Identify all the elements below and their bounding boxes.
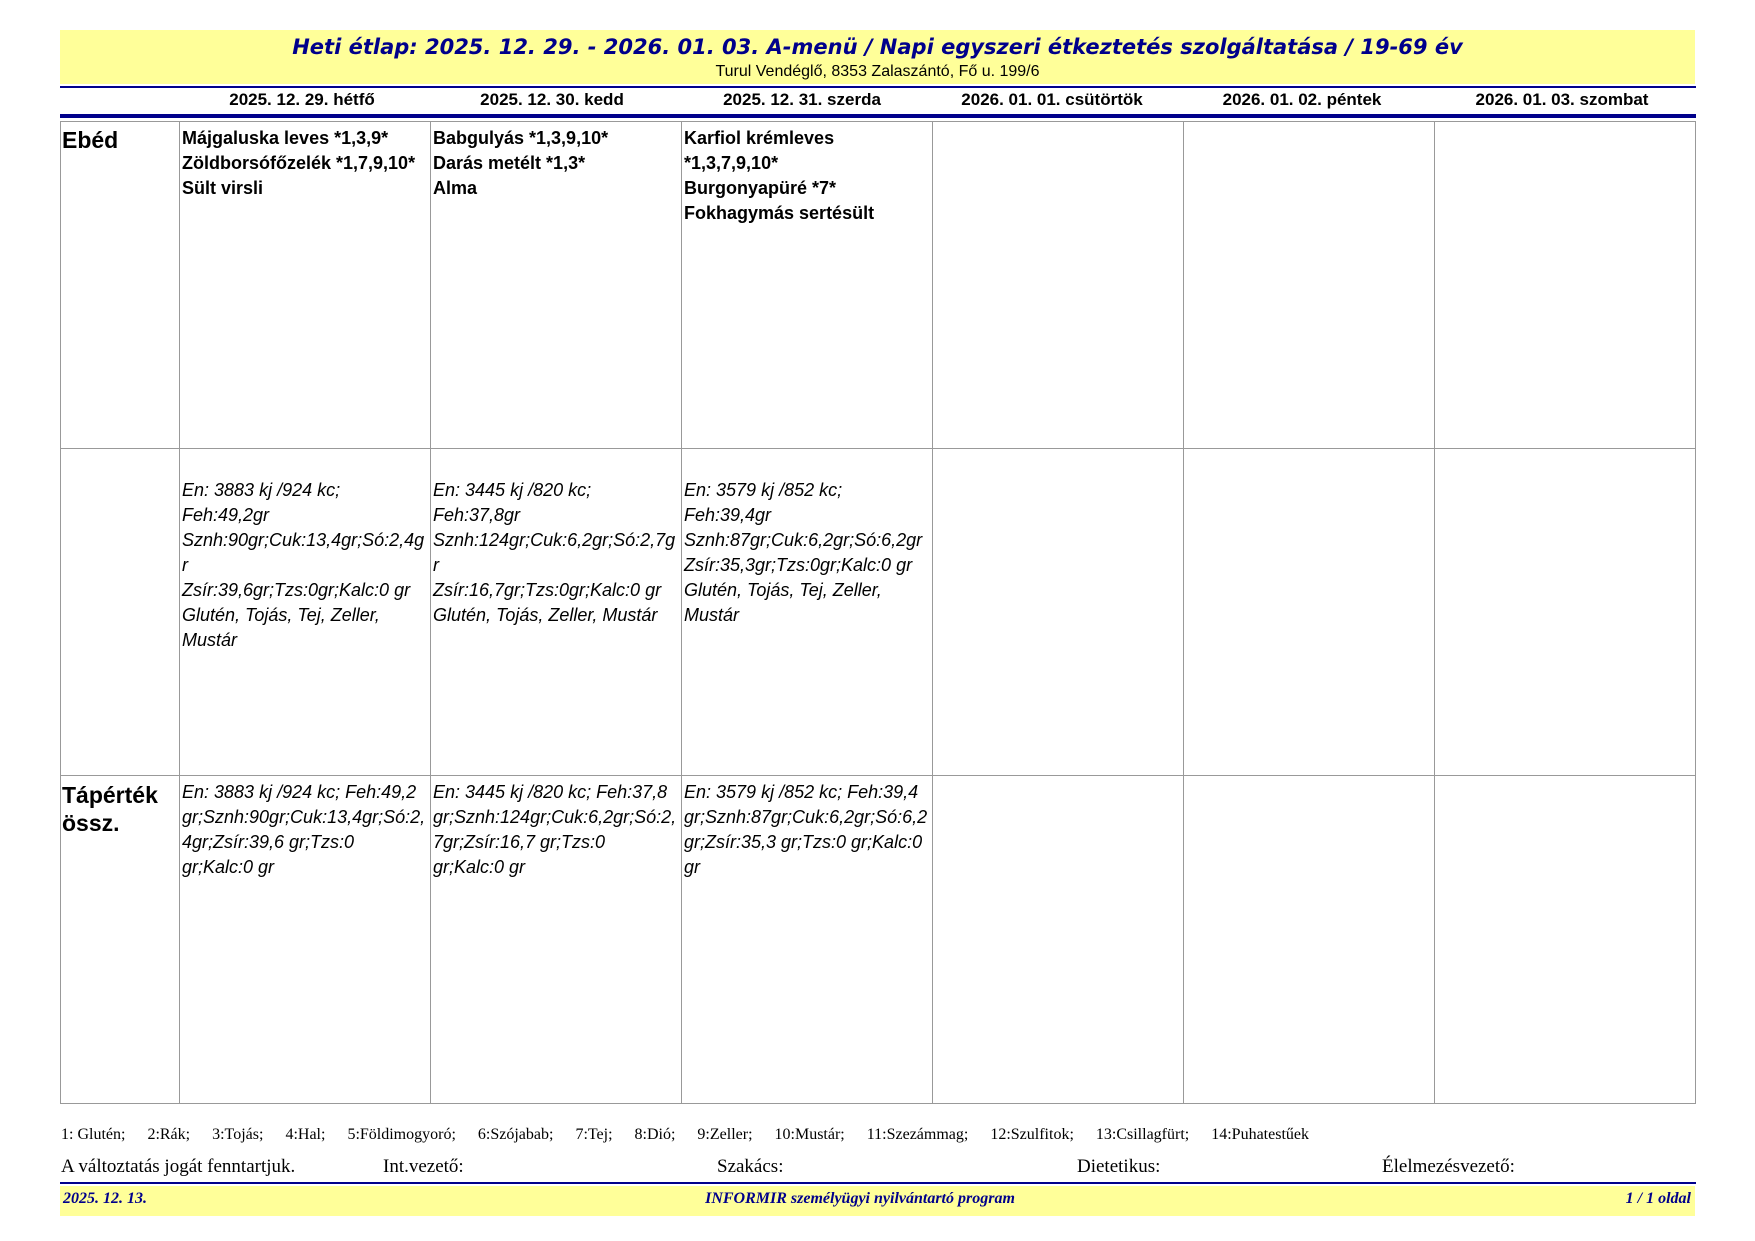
dish-2: Burgonyapüré *7* bbox=[684, 178, 837, 198]
signature-elelmezesvezeto: Élelmezésvezető: bbox=[1382, 1156, 1515, 1177]
footer-program: INFORMIR személyügyi nyilvántartó program bbox=[705, 1190, 1015, 1207]
dish-1: Babgulyás *1,3,9,10* bbox=[433, 128, 609, 148]
lunch-dishes-day-1 bbox=[182, 126, 428, 201]
allergen-13: 13:Csillagfürt; bbox=[1095, 1126, 1190, 1143]
dish-1: Karfiol krémleves *1,3,7,9,10* bbox=[684, 128, 835, 173]
allergen-10: 10:Mustár; bbox=[774, 1126, 845, 1143]
day-header-2: 2025. 12. 30. kedd bbox=[480, 90, 624, 109]
dish-3: Alma bbox=[433, 178, 478, 198]
lunch-dishes-day-3 bbox=[684, 126, 930, 226]
footer-page-number: 1 / 1 oldal bbox=[1625, 1190, 1691, 1207]
grid-line-row-2 bbox=[60, 775, 1696, 776]
grid-col-line-0 bbox=[60, 122, 61, 1104]
row-label-lunch: Ebéd bbox=[62, 127, 119, 153]
day-header-3: 2025. 12. 31. szerda bbox=[723, 90, 881, 109]
grid-line-bottom bbox=[60, 1103, 1696, 1104]
dish-2: Zöldborsófőzelék *1,7,9,10* bbox=[182, 153, 416, 173]
row-label-total-line-1: Tápérték bbox=[62, 782, 158, 808]
row-label-total-line-2: össz. bbox=[62, 810, 120, 836]
lunch-dishes-day-2 bbox=[433, 126, 679, 201]
dish-1: Májgaluska leves *1,3,9* bbox=[182, 128, 389, 148]
grid-col-line-2 bbox=[430, 122, 431, 1104]
day-header-1: 2025. 12. 29. hétfő bbox=[229, 90, 375, 109]
dish-3: Fokhagymás sertésült bbox=[684, 203, 875, 223]
day-header-4: 2026. 01. 01. csütörtök bbox=[961, 90, 1143, 109]
total-day-3 bbox=[684, 780, 930, 880]
dish-2: Darás metélt *1,3* bbox=[433, 153, 586, 173]
nutrition-fat: Zsír:39,6gr;Tzs:0gr;Kalc:0 gr bbox=[182, 580, 411, 600]
nutrition-day-3 bbox=[684, 478, 930, 628]
nutrition-allergens: Glutén, Tojás, Tej, Zeller, Mustár bbox=[684, 580, 882, 625]
header-rule-top bbox=[60, 86, 1696, 88]
allergen-7: 7:Tej; bbox=[575, 1126, 613, 1143]
grid-col-line-5 bbox=[1183, 122, 1184, 1104]
allergen-14: 14:Puhatestűek bbox=[1211, 1126, 1309, 1143]
total-nutrition: En: 3445 kj /820 kc; Feh:37,8 gr;Sznh:124gr;Cuk:6,2gr;Só:2,7gr;Zsír:16,7 gr;Tzs:0 gr;Kalc:0 gr bbox=[433, 782, 677, 877]
nutrition-energy: En: 3883 kj /924 kc; Feh:49,2gr Sznh:90gr;Cuk:13,4gr;Só:2,4gr bbox=[182, 480, 425, 575]
total-nutrition: En: 3579 kj /852 kc; Feh:39,4 gr;Sznh:87gr;Cuk:6,2gr;Só:6,2gr;Zsír:35,3 gr;Tzs:0 gr;Kalc:0 gr bbox=[684, 782, 928, 877]
allergen-3: 3:Tojás; bbox=[212, 1126, 264, 1143]
page-title: Heti étlap: 2025. 12. 29. - 2026. 01. 03. A-menü / Napi egyszeri étkeztetés szolgáltatása / 19-69 év bbox=[292, 35, 1463, 59]
total-nutrition: En: 3883 kj /924 kc; Feh:49,2 gr;Sznh:90gr;Cuk:13,4gr;Só:2,4gr;Zsír:39,6 gr;Tzs:0 gr;Kalc:0 gr bbox=[182, 782, 426, 877]
allergen-12: 12:Szulfitok; bbox=[990, 1126, 1074, 1143]
allergen-5: 5:Földimogyoró; bbox=[347, 1126, 456, 1143]
row-label-total bbox=[62, 781, 158, 837]
grid-line-row-1 bbox=[60, 448, 1696, 449]
nutrition-fat: Zsír:16,7gr;Tzs:0gr;Kalc:0 gr bbox=[433, 580, 662, 600]
day-header-6: 2026. 01. 03. szombat bbox=[1475, 90, 1649, 109]
footer-date: 2025. 12. 13. bbox=[63, 1190, 147, 1207]
nutrition-energy: En: 3445 kj /820 kc; Feh:37,8gr Sznh:124gr;Cuk:6,2gr;Só:2,7gr bbox=[433, 480, 676, 575]
signature-int-vezeto: Int.vezető: bbox=[383, 1156, 464, 1177]
nutrition-fat: Zsír:35,3gr;Tzs:0gr;Kalc:0 gr bbox=[684, 555, 913, 575]
nutrition-day-2 bbox=[433, 478, 679, 628]
grid-col-line-3 bbox=[681, 122, 682, 1104]
grid-col-line-6 bbox=[1434, 122, 1435, 1104]
allergen-2: 2:Rák; bbox=[147, 1126, 191, 1143]
change-notice: A változtatás jogát fenntartjuk. bbox=[61, 1156, 296, 1177]
grid-line-top bbox=[60, 121, 1696, 122]
day-header-5: 2026. 01. 02. péntek bbox=[1222, 90, 1382, 109]
allergen-6: 6:Szójabab; bbox=[477, 1126, 554, 1143]
nutrition-day-1 bbox=[182, 478, 428, 653]
signature-szakacs: Szakács: bbox=[717, 1156, 784, 1177]
nutrition-allergens: Glutén, Tojás, Zeller, Mustár bbox=[433, 605, 658, 625]
allergen-4: 4:Hal; bbox=[285, 1126, 326, 1143]
allergen-1: 1: Glutén; bbox=[61, 1126, 126, 1143]
allergen-8: 8:Dió; bbox=[634, 1126, 676, 1143]
footer-rule bbox=[60, 1182, 1696, 1184]
grid-col-line-4 bbox=[932, 122, 933, 1104]
header-rule-bottom bbox=[60, 114, 1696, 118]
grid-col-line-7 bbox=[1695, 122, 1696, 1104]
nutrition-allergens: Glutén, Tojás, Tej, Zeller, Mustár bbox=[182, 605, 380, 650]
allergen-9: 9:Zeller; bbox=[697, 1126, 753, 1143]
dish-3: Sült virsli bbox=[182, 178, 264, 198]
nutrition-energy: En: 3579 kj /852 kc; Feh:39,4gr Sznh:87gr;Cuk:6,2gr;Só:6,2gr bbox=[684, 480, 923, 550]
total-day-1 bbox=[182, 780, 428, 880]
page-subtitle: Turul Vendéglő, 8353 Zalaszántó, Fő u. 199/6 bbox=[715, 63, 1040, 80]
grid-col-line-1 bbox=[179, 122, 180, 1104]
total-day-2 bbox=[433, 780, 679, 880]
signature-dietetikus: Dietetikus: bbox=[1077, 1156, 1161, 1177]
allergen-legend bbox=[61, 1125, 1331, 1145]
allergen-11: 11:Szezámmag; bbox=[866, 1126, 969, 1143]
